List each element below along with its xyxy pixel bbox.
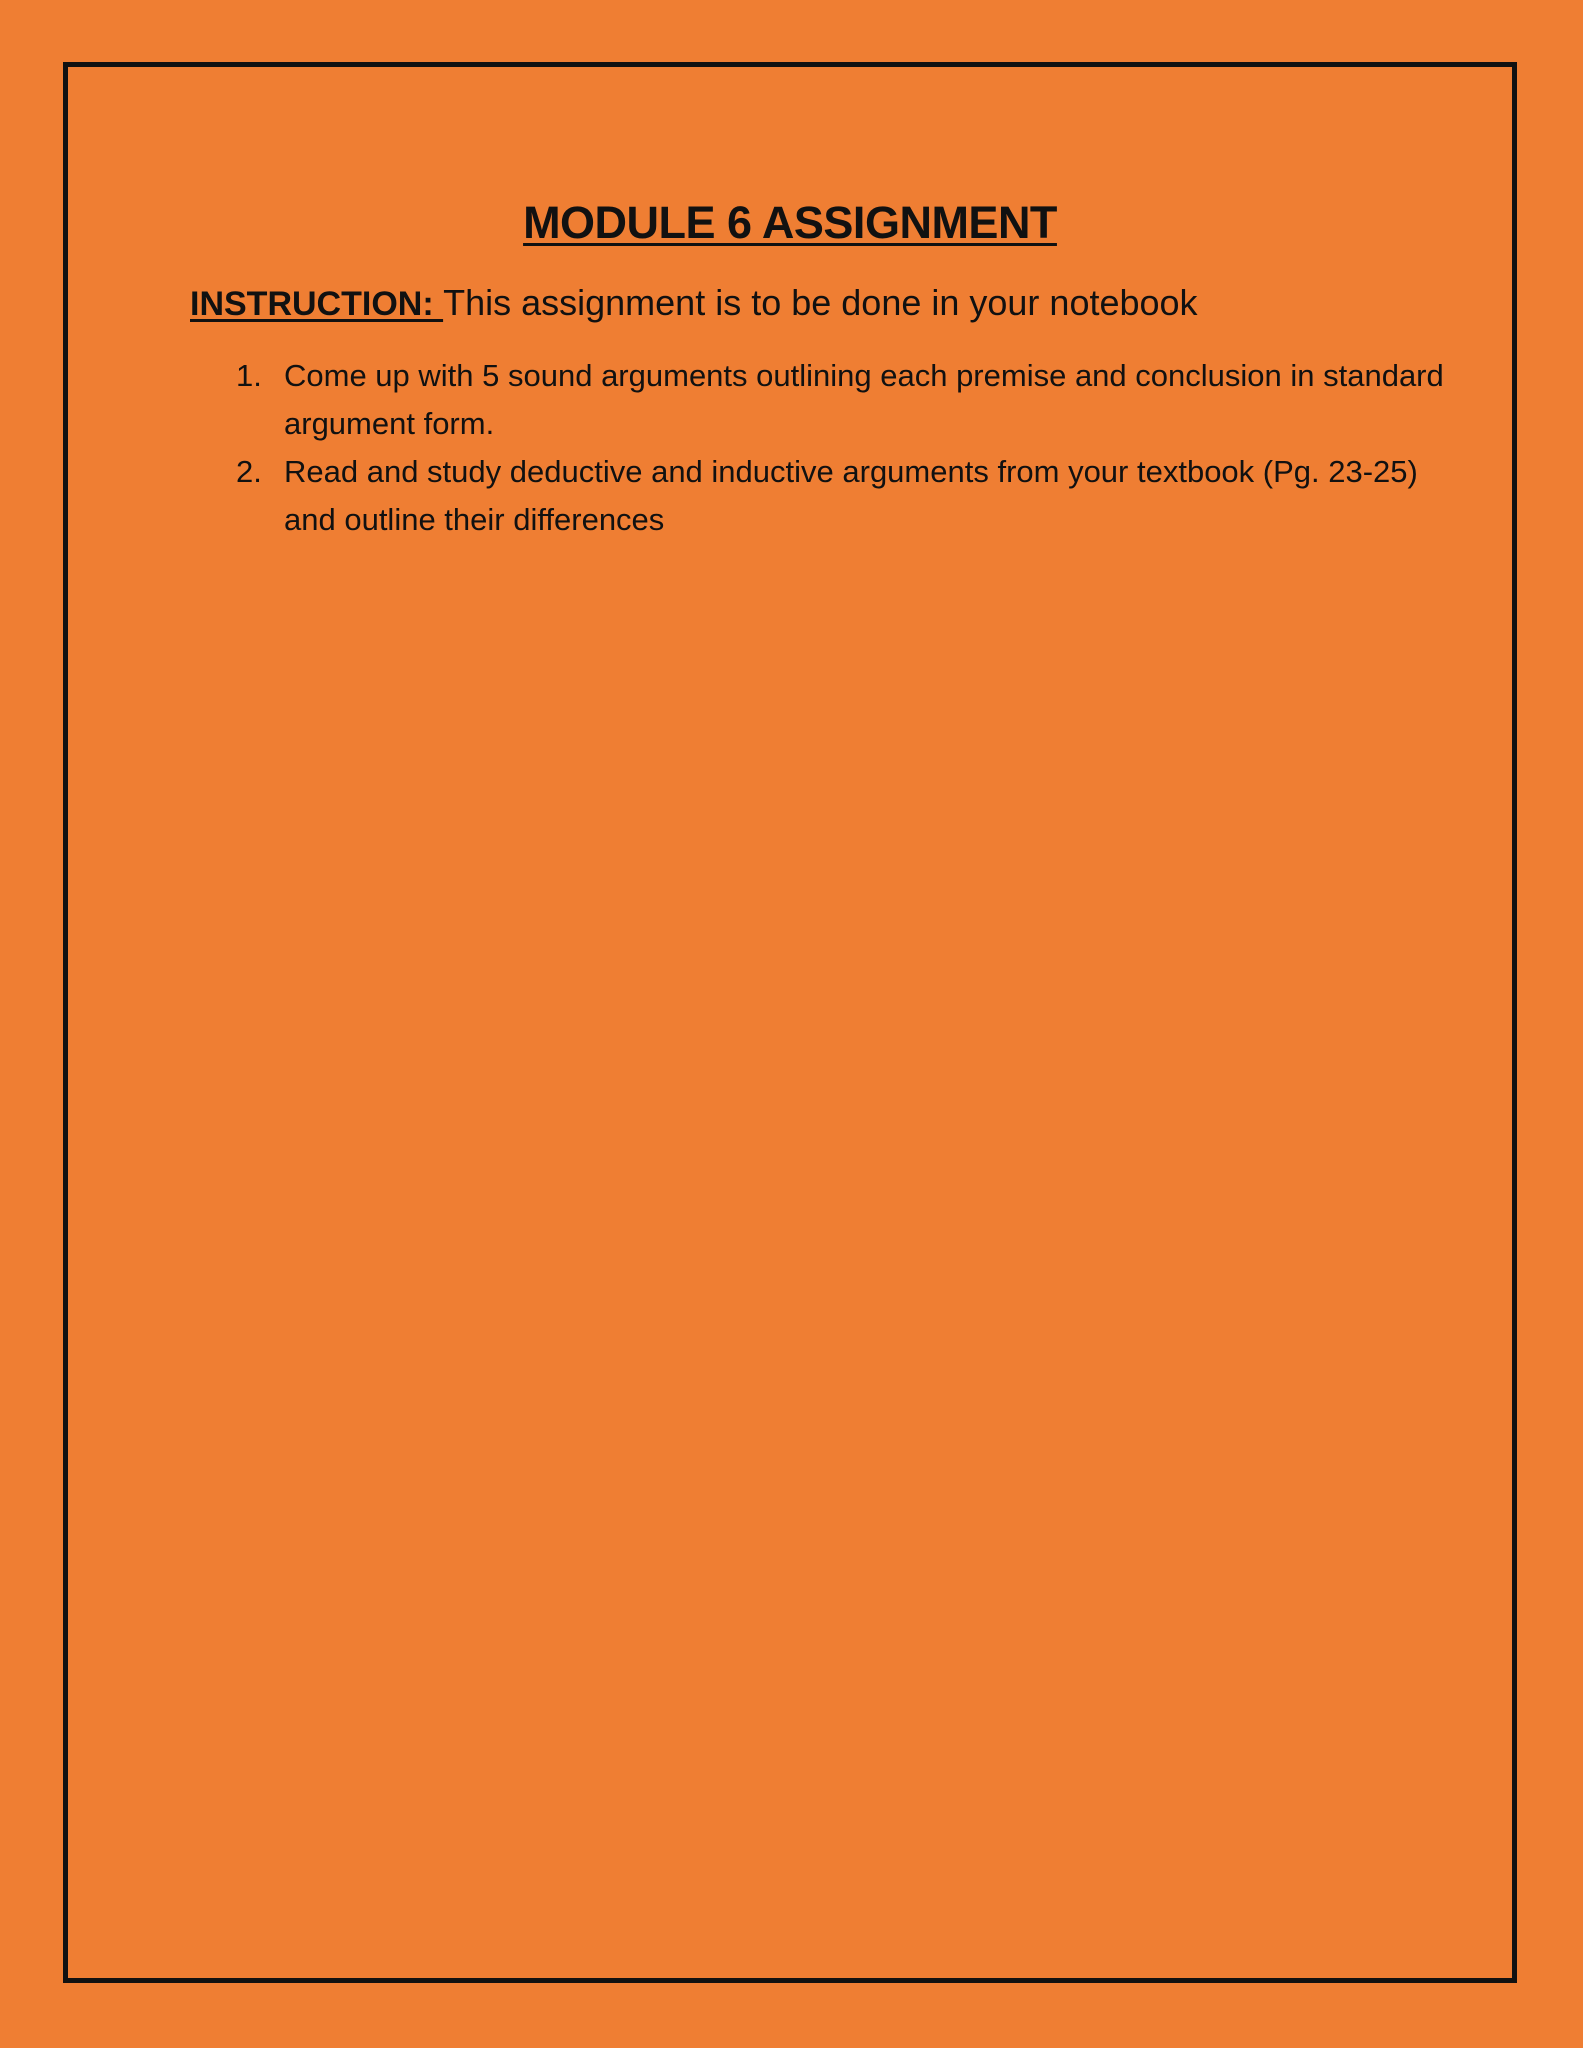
task-text: Come up with 5 sound arguments outlining each premise and conclusion in standard argument form. bbox=[284, 358, 1444, 441]
task-text: Read and study deductive and inductive arguments from your textbook (Pg. 23-25) and outline their differences bbox=[284, 454, 1418, 537]
instruction-label: INSTRUCTION: bbox=[190, 285, 444, 323]
task-number: 2. bbox=[236, 454, 262, 489]
task-item-1 bbox=[236, 352, 1476, 448]
task-item-2 bbox=[236, 448, 1476, 544]
instruction-text: This assignment is to be done in your notebook bbox=[443, 282, 1198, 323]
task-list bbox=[236, 352, 1476, 544]
page-frame bbox=[63, 62, 1517, 1983]
task-number: 1. bbox=[236, 358, 262, 393]
page-title: MODULE 6 ASSIGNMENT bbox=[523, 197, 1057, 248]
instruction-line bbox=[190, 282, 1198, 324]
